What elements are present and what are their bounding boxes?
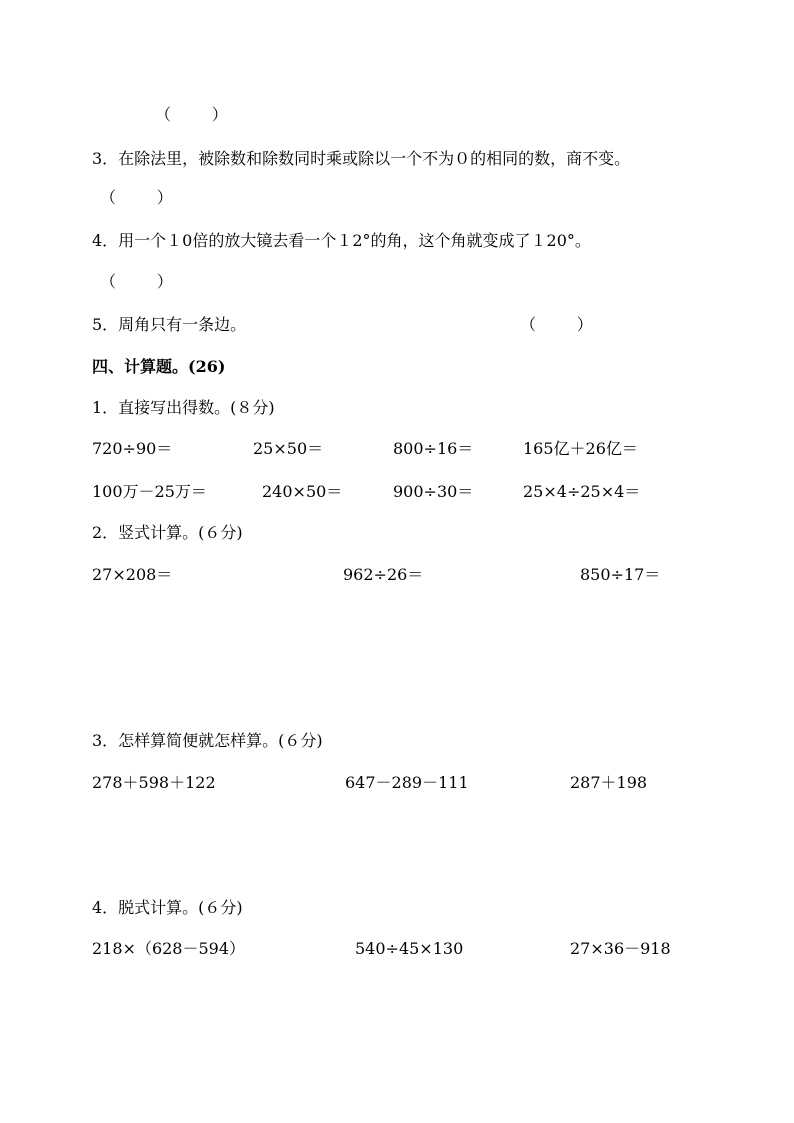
- q3-item3: 287＋198: [570, 773, 648, 792]
- q3-item2: 647－289－111: [345, 773, 469, 792]
- judgement-item-5: 5．周角只有一条边。: [92, 315, 247, 334]
- judgement-item-3: 3．在除法里，被除数和除数同时乘或除以一个不为０的相同的数，商不变。: [92, 149, 631, 168]
- section-4-title: 四、计算题。(26): [92, 357, 226, 376]
- q1-row2-item1: 100万－25万＝: [92, 482, 207, 501]
- item3-bracket: （ ）: [100, 188, 173, 207]
- q4-title: 4．脱式计算。(６分): [92, 898, 243, 917]
- item5-bracket: （ ）: [520, 315, 593, 334]
- q1-row2-item2: 240×50＝: [262, 482, 343, 501]
- q1-row2-item3: 900÷30＝: [393, 482, 474, 501]
- q1-title: 1．直接写出得数。(８分): [92, 398, 275, 417]
- item2-bracket: （ ）: [155, 105, 228, 124]
- q1-row1-item4: 165亿＋26亿＝: [523, 439, 638, 458]
- q2-item1: 27×208＝: [92, 565, 173, 584]
- q1-row1-item3: 800÷16＝: [393, 439, 474, 458]
- q1-row1-item1: 720÷90＝: [92, 439, 173, 458]
- q3-title: 3．怎样算简便就怎样算。(６分): [92, 731, 323, 750]
- q1-row2-item4: 25×4÷25×4＝: [523, 482, 641, 501]
- item4-bracket: （ ）: [100, 272, 173, 291]
- q2-item2: 962÷26＝: [343, 565, 424, 584]
- q1-row1-item2: 25×50＝: [253, 439, 324, 458]
- q4-item3: 27×36－918: [570, 939, 671, 958]
- q2-item3: 850÷17＝: [580, 565, 661, 584]
- q4-item2: 540÷45×130: [355, 939, 464, 958]
- q4-item1: 218×（628－594）: [92, 939, 246, 958]
- q3-item1: 278＋598＋122: [92, 773, 216, 792]
- judgement-item-4: 4．用一个１0倍的放大镜去看一个１2°的角，这个角就变成了１20°。: [92, 231, 591, 250]
- q2-title: 2．竖式计算。(６分): [92, 523, 243, 542]
